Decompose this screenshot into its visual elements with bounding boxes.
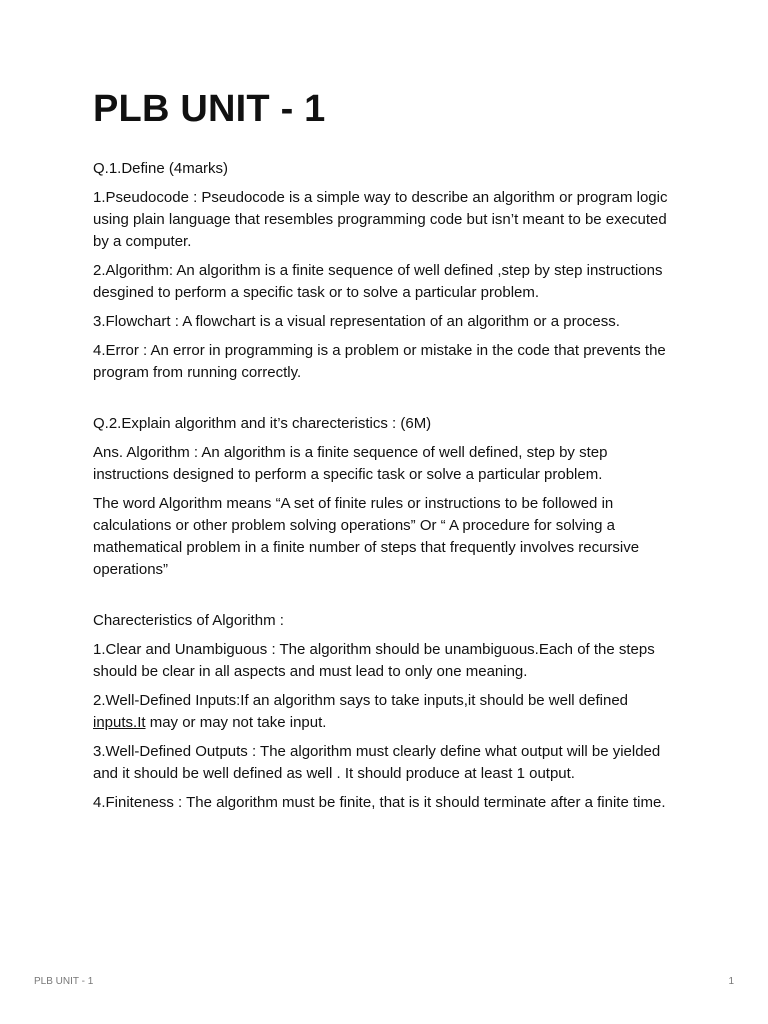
q1-item-algorithm: 2.Algorithm: An algorithm is a finite sequence of well defined ,step by step instructions desgined to perform a specific task or to solve a particular problem.	[93, 262, 663, 301]
characteristic-finiteness: 4.Finiteness : The algorithm must be finite, that is it should terminate after a finite time.	[93, 794, 666, 811]
q1-heading: Q.1.Define (4marks)	[93, 160, 229, 177]
q1-item-pseudocode: 1.Pseudocode : Pseudocode is a simple way to describe an algorithm or program logic using plain language that resembles programming code but isn’t meant to be executed by a computer.	[93, 189, 668, 250]
q2-word-meaning: The word Algorithm means “A set of finite rules or instructions to be followed in calculations or other problem solving operations” Or “ A procedure for solving a mathematical problem in a finite number of steps that frequently involves recursive operations”	[93, 495, 640, 578]
characteristic-outputs: 3.Well-Defined Outputs : The algorithm must clearly define what output will be yielded and it should be well defined as well . It should produce at least 1 output.	[93, 743, 661, 782]
section-spacer	[93, 588, 683, 610]
q1-item-flowchart: 3.Flowchart : A flowchart is a visual representation of an algorithm or a process.	[93, 313, 620, 330]
characteristic-inputs	[93, 690, 683, 734]
characteristics-heading: Charecteristics of Algorithm :	[93, 612, 284, 629]
section-spacer	[93, 391, 683, 413]
page-number: 1	[728, 976, 734, 987]
q2-answer: Ans. Algorithm : An algorithm is a finite sequence of well defined, step by step instructions designed to perform a specific task or solve a particular problem.	[93, 444, 608, 483]
document-body	[93, 86, 683, 821]
q1-item-error: 4.Error : An error in programming is a problem or mistake in the code that prevents the program from running correctly.	[93, 342, 666, 381]
footer-title: PLB UNIT - 1	[34, 976, 94, 987]
characteristic-inputs-tail: may or may not take input.	[145, 714, 327, 731]
inputs-link[interactable]: inputs.It	[93, 714, 146, 731]
page-title: PLB UNIT - 1	[93, 88, 326, 130]
characteristic-inputs-text: 2.Well-Defined Inputs:If an algorithm says to take inputs,it should be well defined	[93, 692, 629, 709]
q2-heading: Q.2.Explain algorithm and it’s charecteristics : (6M)	[93, 415, 432, 432]
characteristic-clear: 1.Clear and Unambiguous : The algorithm should be unambiguous.Each of the steps should be clear in all aspects and must lead to only one meaning.	[93, 641, 655, 680]
